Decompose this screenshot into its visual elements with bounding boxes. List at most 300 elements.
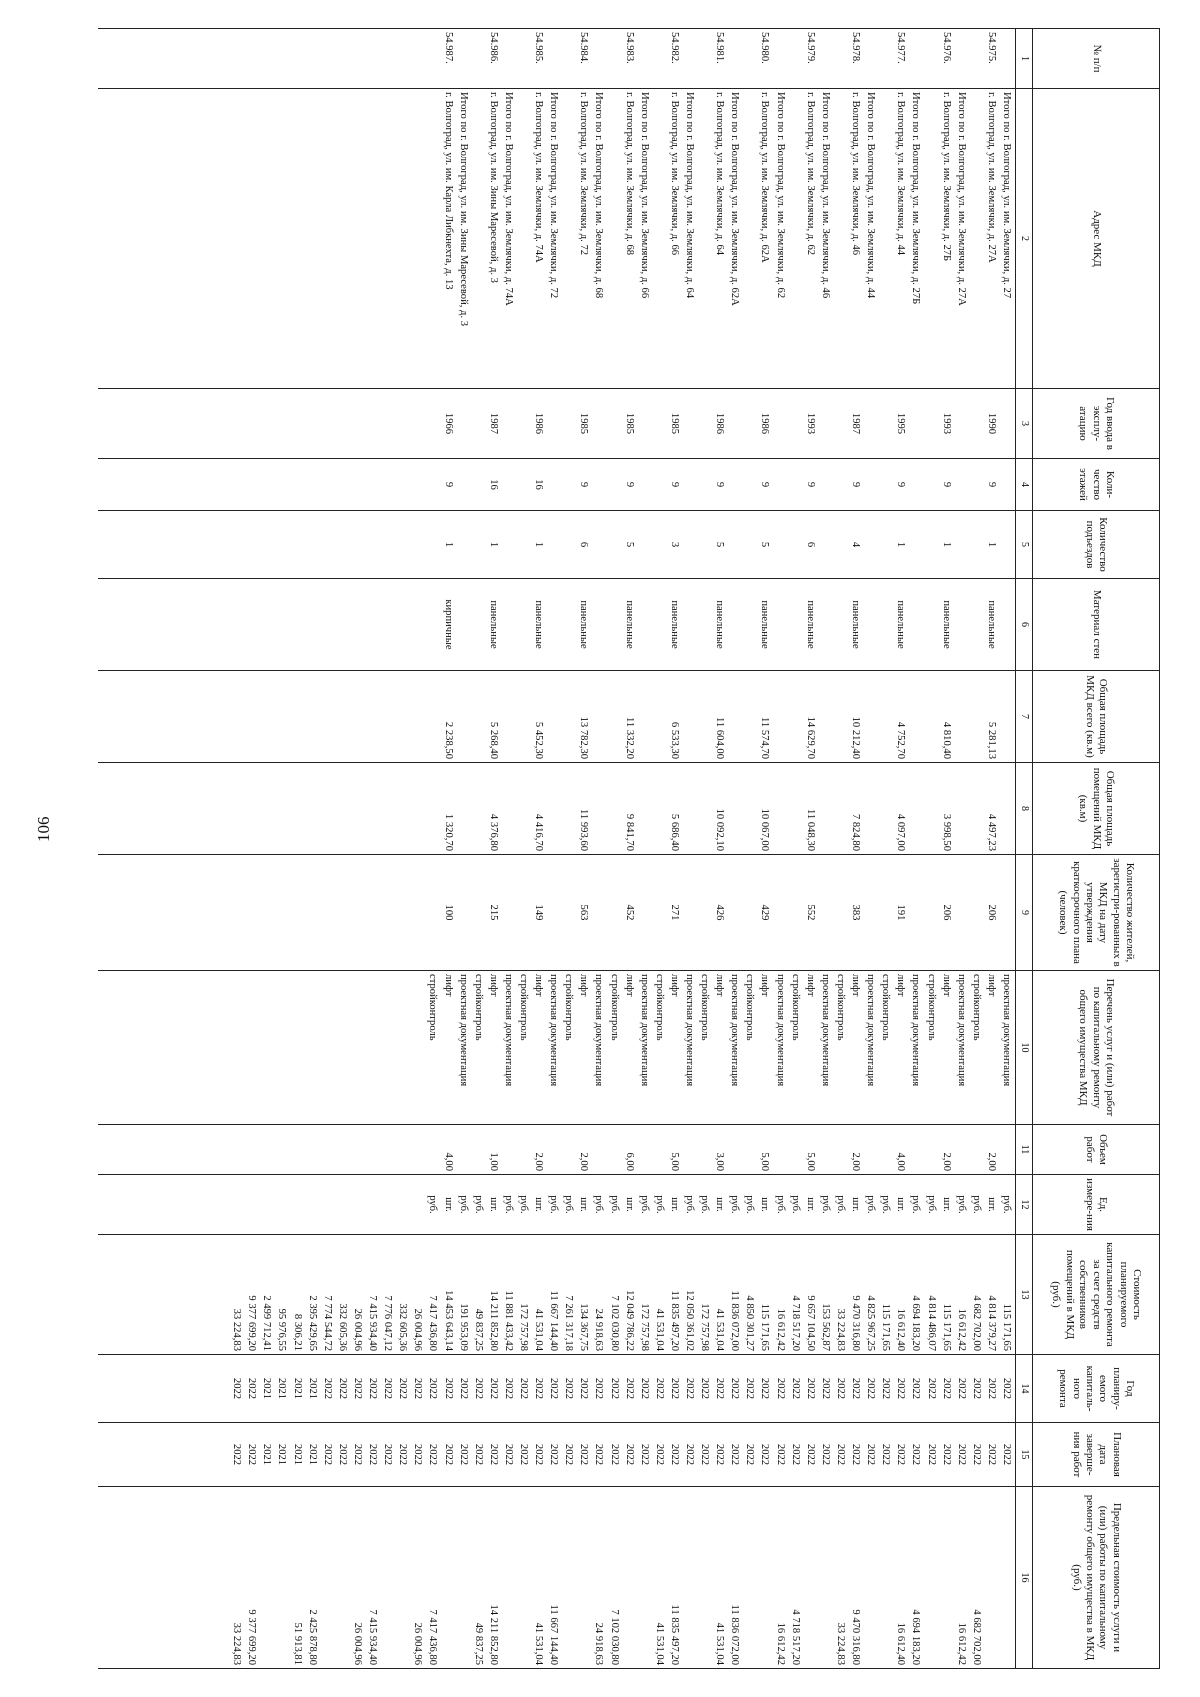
cell-line: проектная документация — [684, 974, 696, 1087]
cell-line: 41 531,04 — [653, 1308, 665, 1351]
cell-line: г. Волгоград, ул. им. Землячки, д. 72 — [578, 92, 590, 256]
cell-line: 33 224,83 — [231, 1308, 243, 1351]
cell-line — [425, 582, 440, 667]
cell-line: 2022 — [865, 1443, 877, 1466]
cell-line: лифт — [850, 974, 862, 997]
cell-line: панельные — [804, 600, 816, 649]
cell-line — [682, 462, 697, 507]
cell-line — [606, 32, 621, 85]
cell-line — [742, 674, 757, 759]
header-cell: Общая площадь помещений МКД (кв.м) — [1033, 763, 1160, 855]
cell-line — [742, 766, 757, 851]
cell-line: лифт — [533, 974, 545, 997]
cell-line: 11 835 497,20 — [668, 1604, 680, 1665]
cell-line: проектная документация — [638, 974, 650, 1087]
cell-line: 5,00 — [804, 1152, 816, 1171]
cell-line: 563 — [578, 904, 590, 921]
cell-line — [773, 32, 788, 85]
cell-line: руб. — [608, 1195, 620, 1214]
cell-line: 383 — [850, 904, 862, 921]
cell-line: 1 320,70 — [442, 813, 454, 851]
cell-line: Итого по г. Волгоград, ул. им. Землячки, д. 72 — [548, 92, 560, 299]
column-number: 7 — [1016, 671, 1033, 763]
cell-line: 2022 — [699, 1377, 711, 1400]
cell-line: 2022 — [714, 1443, 726, 1466]
cell-line: 1,00 — [487, 1152, 499, 1171]
cell-line: 7 415 934,40 — [367, 1295, 379, 1351]
cell-line: Итого по г. Волгоград, ул. им. Зины Маресевой, д. 3 — [457, 92, 469, 327]
cell-line: 54.976. — [940, 32, 952, 64]
cell-line: 2021 — [306, 1377, 318, 1400]
cell-line: г. Волгоград, ул. им. Землячки, д. 44 — [895, 92, 907, 256]
cell-line — [425, 32, 440, 85]
cell-line: 2022 — [985, 1443, 997, 1466]
cell-line: 2022 — [351, 1377, 363, 1400]
cell-line — [682, 766, 697, 851]
cell-line: 2022 — [623, 1443, 635, 1466]
cell-line — [274, 1490, 289, 1665]
cell-line: 2 395 429,65 — [306, 1295, 318, 1351]
cell-line: г. Волгоград, ул. им. Землячки, д. 46 — [850, 92, 862, 256]
cell-line — [833, 1128, 848, 1171]
cell-line: 2,00 — [985, 1152, 997, 1171]
cell-line: 4 — [850, 541, 862, 548]
cell-line — [863, 392, 878, 455]
cell-line: лифт — [714, 974, 726, 997]
cell-line: 4 416,70 — [533, 813, 545, 851]
cell-line: 2022 — [487, 1443, 499, 1466]
cell-line: шт. — [714, 1197, 726, 1212]
cell-line: 9 377 699,20 — [246, 1609, 258, 1665]
cell-line — [682, 1128, 697, 1171]
cell-line: 2022 — [653, 1377, 665, 1400]
cell-line — [788, 766, 803, 851]
cell-line: 2022 — [955, 1377, 967, 1400]
cell-line: 11 667 144,40 — [548, 1604, 560, 1665]
cell-line: 54.981. — [714, 32, 726, 64]
cell-line: 2022 — [533, 1443, 545, 1466]
cell-line — [742, 392, 757, 455]
cell-line: 10 067,00 — [759, 808, 771, 851]
cell-line: панельные — [895, 600, 907, 649]
cell-line: 2022 — [578, 1377, 590, 1400]
cell-line — [878, 392, 893, 455]
cell-line: 2022 — [367, 1377, 379, 1400]
cell-line — [591, 392, 606, 455]
cell-line: 2022 — [336, 1377, 348, 1400]
header-cell: Объем работ — [1033, 1125, 1160, 1175]
cell-line: 1987 — [487, 412, 499, 435]
cell-line: 4 752,70 — [895, 721, 907, 759]
cell-line — [425, 514, 440, 575]
cell-line: 2022 — [880, 1443, 892, 1466]
cell-line: 41 531,04 — [653, 1622, 665, 1665]
cell-line: 54.977. — [895, 32, 907, 64]
cell-line — [863, 32, 878, 85]
cell-line — [561, 582, 576, 667]
cell-line — [727, 462, 742, 507]
cell-line: шт. — [668, 1197, 680, 1212]
cell-line — [591, 766, 606, 851]
cell-line — [999, 858, 1014, 967]
cell-line — [863, 514, 878, 575]
cell-line: панельные — [487, 600, 499, 649]
cell-line: 426 — [714, 904, 726, 921]
cell-line: г. Волгоград, ул. им. Землячки, д. 62 — [804, 92, 816, 256]
column-number: 8 — [1016, 763, 1033, 855]
cell-line: стройконтроль — [427, 974, 439, 1041]
cell-line: 2022 — [518, 1377, 529, 1400]
cell-line — [501, 514, 516, 575]
cell-line: 115 171,65 — [759, 1303, 771, 1351]
cell-line — [773, 1128, 788, 1171]
cell-line: 14 629,70 — [804, 716, 816, 759]
cell-line: 9 377 699,20 — [246, 1295, 258, 1351]
cell-line: 1986 — [533, 412, 545, 435]
cell-line: 2022 — [834, 1443, 846, 1466]
cell-line: 6,00 — [623, 1152, 635, 1171]
cell-line — [561, 92, 576, 385]
cell-line: 2022 — [623, 1377, 635, 1400]
cell-line — [923, 392, 938, 455]
col-volume — [98, 1125, 1016, 1175]
cell-line: 2022 — [744, 1377, 756, 1400]
cell-line: 9 — [442, 481, 454, 488]
cell-line: лифт — [804, 974, 816, 997]
cell-line — [788, 92, 803, 385]
cell-line: 1 — [487, 541, 499, 548]
column-number: 16 — [1016, 1487, 1033, 1669]
cell-line: 4 718 517,20 — [789, 1609, 801, 1665]
cell-line: 2022 — [970, 1443, 982, 1466]
cell-line: 3 998,50 — [940, 813, 952, 851]
cell-line: 1 — [895, 541, 907, 548]
cell-line — [863, 766, 878, 851]
cell-line: 4 850 301,27 — [744, 1295, 756, 1351]
cell-line: 9 — [895, 481, 907, 488]
cell-line: 49 837,25 — [472, 1308, 484, 1351]
cell-line: руб. — [729, 1195, 741, 1214]
cell-line: панельные — [533, 600, 545, 649]
cell-line — [471, 514, 486, 575]
cell-line — [742, 32, 757, 85]
cell-line — [606, 92, 621, 385]
cell-line — [425, 92, 440, 385]
cell-line — [878, 92, 893, 385]
cell-line: 2022 — [457, 1377, 469, 1400]
cell-line — [908, 582, 923, 667]
cell-line — [395, 1490, 410, 1665]
cell-line: 2022 — [1001, 1443, 1012, 1466]
cell-line — [561, 462, 576, 507]
cell-line: 2022 — [518, 1443, 529, 1466]
cell-line: 3 — [668, 541, 680, 548]
cell-line — [954, 766, 969, 851]
cell-line: 2022 — [759, 1377, 771, 1400]
cell-line: 2022 — [789, 1443, 801, 1466]
cell-line: 1 — [940, 541, 952, 548]
cell-line — [833, 462, 848, 507]
cell-line — [833, 674, 848, 759]
cell-line — [818, 32, 833, 85]
cell-line: стройконтроль — [653, 974, 665, 1041]
cell-line: шт. — [850, 1197, 862, 1212]
cell-line — [954, 858, 969, 967]
cell-line — [818, 392, 833, 455]
cell-line — [652, 514, 667, 575]
cell-line: 206 — [985, 904, 997, 921]
cell-line — [788, 674, 803, 759]
cell-line — [908, 766, 923, 851]
cell-line — [501, 32, 516, 85]
cell-line — [863, 674, 878, 759]
cell-line: 4 497,23 — [985, 813, 997, 851]
cell-line — [878, 766, 893, 851]
cell-line — [833, 392, 848, 455]
cell-line: руб. — [502, 1195, 514, 1214]
cell-line: 2022 — [729, 1443, 741, 1466]
rotated-page — [60, 28, 1160, 1668]
cell-line: 54.978. — [850, 32, 862, 64]
cell-line: 2021 — [276, 1443, 288, 1466]
cell-line — [818, 1490, 833, 1665]
cell-line: 9 — [623, 481, 635, 488]
cell-line: 2022 — [593, 1377, 605, 1400]
cell-line — [471, 766, 486, 851]
cell-line: 7 415 934,40 — [367, 1609, 379, 1665]
cell-line — [591, 582, 606, 667]
cell-line — [788, 582, 803, 667]
cell-line — [561, 514, 576, 575]
header-cell: Количество подъездов — [1033, 511, 1160, 579]
cell-line — [561, 674, 576, 759]
cell-line — [501, 858, 516, 967]
cell-line — [969, 766, 984, 851]
cell-line: руб. — [970, 1195, 982, 1214]
cell-line: 115 171,65 — [880, 1303, 892, 1351]
cell-line — [878, 462, 893, 507]
header-cell: Стоимость планируемого капитального ремонта за счет средств собственников помещений в МКД (руб.) — [1033, 1235, 1160, 1355]
cell-line — [773, 766, 788, 851]
col-max-cost — [98, 1487, 1016, 1669]
col-repair-year — [98, 1355, 1016, 1423]
cell-line: 1966 — [442, 412, 454, 435]
cell-line — [727, 1128, 742, 1171]
cell-line: 7 776 047,12 — [382, 1295, 394, 1351]
cell-line: 5,00 — [759, 1152, 771, 1171]
cell-line: 12 050 361,02 — [684, 1290, 696, 1351]
cell-line — [803, 1490, 818, 1665]
cell-line — [788, 392, 803, 455]
cell-line: 2,00 — [940, 1152, 952, 1171]
cell-line — [561, 392, 576, 455]
cell-line: лифт — [895, 974, 907, 997]
cell-line — [516, 674, 531, 759]
cell-line: г. Волгоград, ул. им. Землячки, д. 27А — [985, 92, 997, 263]
cell-line: 4 814 486,07 — [925, 1295, 937, 1351]
cell-line — [833, 766, 848, 851]
cell-line: 11 836 072,00 — [729, 1604, 741, 1665]
cell-line: 1 — [533, 541, 545, 548]
cell-line — [456, 1128, 471, 1171]
cell-line — [456, 32, 471, 85]
cell-line: 33 224,83 — [834, 1308, 846, 1351]
cell-line: 2022 — [367, 1443, 379, 1466]
cell-line — [923, 1490, 938, 1665]
cell-line — [954, 674, 969, 759]
cell-line — [878, 674, 893, 759]
cell-line — [727, 582, 742, 667]
cell-line — [546, 462, 561, 507]
cell-line — [456, 766, 471, 851]
cell-line: 5 268,40 — [487, 721, 499, 759]
cell-line — [697, 858, 712, 967]
cell-line: 2022 — [985, 1377, 997, 1400]
cell-line — [682, 582, 697, 667]
column-number: 13 — [1016, 1235, 1033, 1355]
cell-line — [501, 1128, 516, 1171]
cell-line: 49 837,25 — [472, 1622, 484, 1665]
cell-line — [516, 1490, 531, 1665]
cell-line — [969, 514, 984, 575]
cell-line — [818, 1128, 833, 1171]
cell-line: 16 612,40 — [895, 1622, 907, 1665]
cell-line — [908, 514, 923, 575]
header-cell: № п/п — [1033, 29, 1160, 89]
cell-line: 2022 — [412, 1377, 424, 1400]
cell-line — [501, 674, 516, 759]
cell-line: 206 — [940, 904, 952, 921]
cell-line: лифт — [442, 974, 454, 997]
cell-line: 2 425 878,80 — [306, 1609, 318, 1665]
cell-line — [652, 462, 667, 507]
cell-line — [863, 858, 878, 967]
cell-line — [773, 392, 788, 455]
cell-line: 41 531,04 — [533, 1622, 545, 1665]
cell-line — [561, 858, 576, 967]
cell-line: 7 774 544,72 — [321, 1295, 333, 1351]
cell-line: 9 — [940, 481, 952, 488]
cell-line: Итого по г. Волгоград, ул. им. Землячки, д. 66 — [638, 92, 650, 299]
cell-line: 2022 — [231, 1377, 243, 1400]
cell-line — [546, 582, 561, 667]
cell-line — [606, 1128, 621, 1171]
cell-line: 2022 — [442, 1377, 454, 1400]
cell-line: 4,00 — [442, 1152, 454, 1171]
cell-line — [335, 1490, 350, 1665]
cell-line: руб. — [880, 1195, 892, 1214]
cell-line: 2 238,50 — [442, 721, 454, 759]
cell-line: проектная документация — [457, 974, 469, 1087]
cell-line: руб. — [819, 1195, 831, 1214]
cell-line: 2022 — [548, 1377, 560, 1400]
cell-line: 16 612,42 — [774, 1622, 786, 1665]
cell-line: 191 — [895, 904, 907, 921]
cell-line: панельные — [668, 600, 680, 649]
cell-line: 2022 — [895, 1443, 907, 1466]
cell-line — [999, 582, 1014, 667]
cell-line — [471, 582, 486, 667]
cell-line: 552 — [804, 904, 816, 921]
cell-line: шт. — [759, 1197, 771, 1212]
cell-line: руб. — [744, 1195, 756, 1214]
cell-line: 2022 — [563, 1377, 575, 1400]
cell-line: стройконтроль — [880, 974, 892, 1041]
cell-line — [788, 1128, 803, 1171]
cell-line — [501, 1490, 516, 1665]
cell-line — [652, 392, 667, 455]
cell-line: 2022 — [502, 1443, 514, 1466]
cell-line: руб. — [910, 1195, 922, 1214]
cell-line: 2022 — [789, 1377, 801, 1400]
header-cell: Коли-чество этажей — [1033, 459, 1160, 511]
cell-line: стройконтроль — [970, 974, 982, 1041]
cell-line: 6 — [804, 541, 816, 548]
cell-line: 215 — [487, 904, 499, 921]
cell-line — [697, 1490, 712, 1665]
cell-line: г. Волгоград, ул. им. Зины Маресевой, д. 3 — [487, 92, 499, 283]
cell-line — [501, 392, 516, 455]
col-year-built — [98, 389, 1016, 459]
cell-line: 7 102 030,80 — [608, 1295, 620, 1351]
cell-line: руб. — [774, 1195, 786, 1214]
cell-line: лифт — [940, 974, 952, 997]
cell-line: шт. — [895, 1197, 907, 1212]
cell-line: 9 — [714, 481, 726, 488]
cell-line: 2022 — [472, 1377, 484, 1400]
cell-line: 54.975. — [985, 32, 997, 64]
cell-line: 9 657 104,50 — [804, 1295, 816, 1351]
cell-line — [863, 1490, 878, 1665]
cell-line: шт. — [985, 1197, 997, 1212]
cell-line: руб. — [684, 1195, 696, 1214]
cell-line — [878, 32, 893, 85]
cell-line — [969, 582, 984, 667]
cell-line: 5 686,40 — [668, 813, 680, 851]
cell-line — [727, 674, 742, 759]
cell-line: проектная документация — [593, 974, 605, 1087]
cell-line: панельные — [759, 600, 771, 649]
cell-line — [501, 462, 516, 507]
cell-line: 54.985. — [533, 32, 545, 64]
column-number: 5 — [1016, 511, 1033, 579]
cell-line — [923, 462, 938, 507]
cell-line: 2022 — [608, 1377, 620, 1400]
cell-line: кирпичные — [442, 599, 454, 650]
cell-line: 7 824,80 — [850, 813, 862, 851]
cell-line: 2022 — [593, 1443, 605, 1466]
cell-line — [591, 858, 606, 967]
cell-line — [606, 674, 621, 759]
cell-line: 452 — [623, 904, 635, 921]
cell-line: стройконтроль — [789, 974, 801, 1041]
page-number: 106 — [34, 816, 53, 842]
cell-line: 2022 — [910, 1377, 922, 1400]
cell-line: Итого по г. Волгоград, ул. им. Землячки, д. 74А — [502, 92, 514, 306]
cell-line — [878, 1490, 893, 1665]
cell-line — [561, 32, 576, 85]
cell-line: 332 605,36 — [397, 1303, 409, 1351]
cell-line — [546, 32, 561, 85]
cell-line — [516, 32, 531, 85]
cell-line: руб. — [1001, 1195, 1012, 1214]
cell-line: панельные — [623, 600, 635, 649]
col-works — [98, 971, 1016, 1125]
cell-line — [954, 392, 969, 455]
cell-line: руб. — [699, 1195, 711, 1214]
cell-line: 4 682 702,00 — [970, 1295, 982, 1351]
cell-line — [923, 92, 938, 385]
